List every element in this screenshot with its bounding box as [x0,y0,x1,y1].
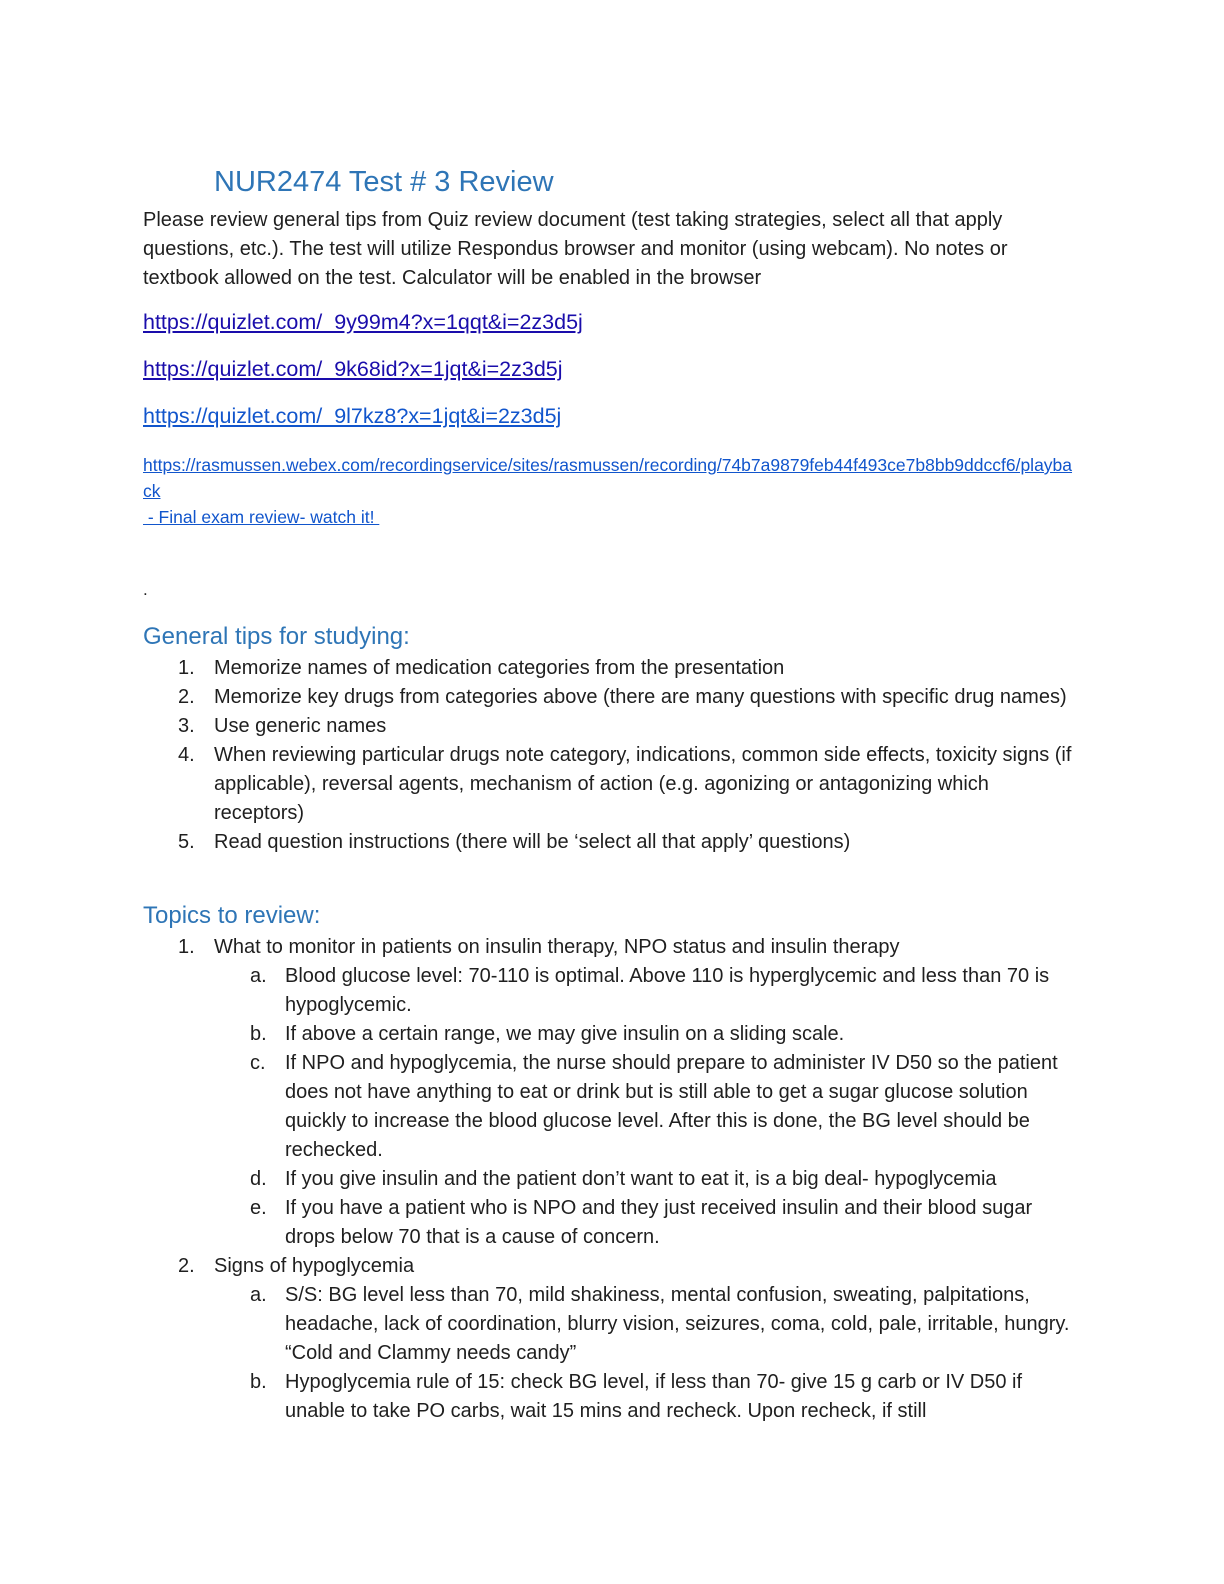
list-number: 3. [178,715,195,737]
list-text: If you have a patient who is NPO and they just received insulin and their blood sugar drops below 70 that is a cause of concern. [285,1197,1033,1248]
list-item [143,654,1078,683]
final-exam-review-link[interactable]: - Final exam review- watch it! [143,507,380,527]
list-text: If you give insulin and the patient don’t want to eat it, is a big deal- hypoglycemia [285,1168,997,1190]
sub-list-item [143,1165,1078,1194]
list-text: Blood glucose level: 70-110 is optimal. Above 110 is hyperglycemic and less than 70 is hypoglycemic. [285,965,1050,1016]
list-item [143,741,1078,828]
list-number: 4. [178,744,195,766]
sub-list-item [143,1049,1078,1165]
list-letter: d. [250,1168,267,1190]
list-letter: c. [250,1052,266,1074]
general-tips-list [143,654,1078,857]
stray-period: . [143,580,148,599]
quizlet-link-1[interactable]: https://quizlet.com/_9y99m4?x=1qqt&i=2z3d5j [143,310,583,334]
list-text: Memorize names of medication categories from the presentation [214,657,785,679]
list-text: Read question instructions (there will be ‘select all that apply’ questions) [214,831,851,853]
document-title: NUR2474 Test # 3 Review [214,166,554,198]
list-item [143,1252,1078,1281]
list-text: What to monitor in patients on insulin therapy, NPO status and insulin therapy [214,936,900,958]
list-letter: b. [250,1371,267,1393]
list-text: If NPO and hypoglycemia, the nurse should prepare to administer IV D50 so the patient does not have anything to eat or drink but is still able to get a sugar glucose solution quickly to increase the blood glucose level. After this is done, the BG level should be rechecked. [285,1052,1058,1161]
list-letter: e. [250,1197,267,1219]
quizlet-link-2[interactable]: https://quizlet.com/_9k68id?x=1jqt&i=2z3d5j [143,357,563,381]
topics-heading: Topics to review: [143,902,321,929]
list-text: Use generic names [214,715,387,737]
list-item [143,828,1078,857]
list-letter: b. [250,1023,267,1045]
list-text: Memorize key drugs from categories above (there are many questions with specific drug names) [214,686,1067,708]
list-number: 1. [178,936,195,958]
topics-list [143,933,1078,1426]
sub-list-item [143,1194,1078,1252]
list-item [143,683,1078,712]
list-text: Signs of hypoglycemia [214,1255,415,1277]
sub-list-item [143,1368,1078,1426]
list-letter: a. [250,965,267,987]
list-number: 5. [178,831,195,853]
webex-recording-link[interactable]: https://rasmussen.webex.com/recordingservice/sites/rasmussen/recording/74b7a9879feb44f493ce7b8bb9ddccf6/playback [143,455,1073,501]
list-text: When reviewing particular drugs note category, indications, common side effects, toxicity signs (if applicable), reversal agents, mechanism of action (e.g. agonizing or antagonizing which receptors) [214,744,1072,824]
list-text: If above a certain range, we may give insulin on a sliding scale. [285,1023,845,1045]
list-text: Hypoglycemia rule of 15: check BG level, if less than 70- give 15 g carb or IV D50 if unable to take PO carbs, wait 15 mins and recheck. Upon recheck, if still [285,1371,1023,1422]
list-item [143,933,1078,962]
list-number: 2. [178,1255,195,1277]
intro-paragraph: Please review general tips from Quiz review document (test taking strategies, select all that apply questions, etc.). The test will utilize Respondus browser and monitor (using webcam). No notes or textbook allowed on the test. Calculator will be enabled in the browser [143,209,1008,289]
list-number: 1. [178,657,195,679]
general-tips-heading: General tips for studying: [143,623,410,650]
list-letter: a. [250,1284,267,1306]
sub-list-item [143,1281,1078,1368]
sub-list-item [143,1020,1078,1049]
quizlet-link-3[interactable]: https://quizlet.com/_9l7kz8?x=1jqt&i=2z3d5j [143,404,562,428]
list-item [143,712,1078,741]
list-text: S/S: BG level less than 70, mild shakiness, mental confusion, sweating, palpitations, headache, lack of coordination, blurry vision, seizures, coma, cold, pale, irritable, hungry. “Cold and Clammy needs candy” [285,1284,1070,1364]
sub-list-item [143,962,1078,1020]
list-number: 2. [178,686,195,708]
